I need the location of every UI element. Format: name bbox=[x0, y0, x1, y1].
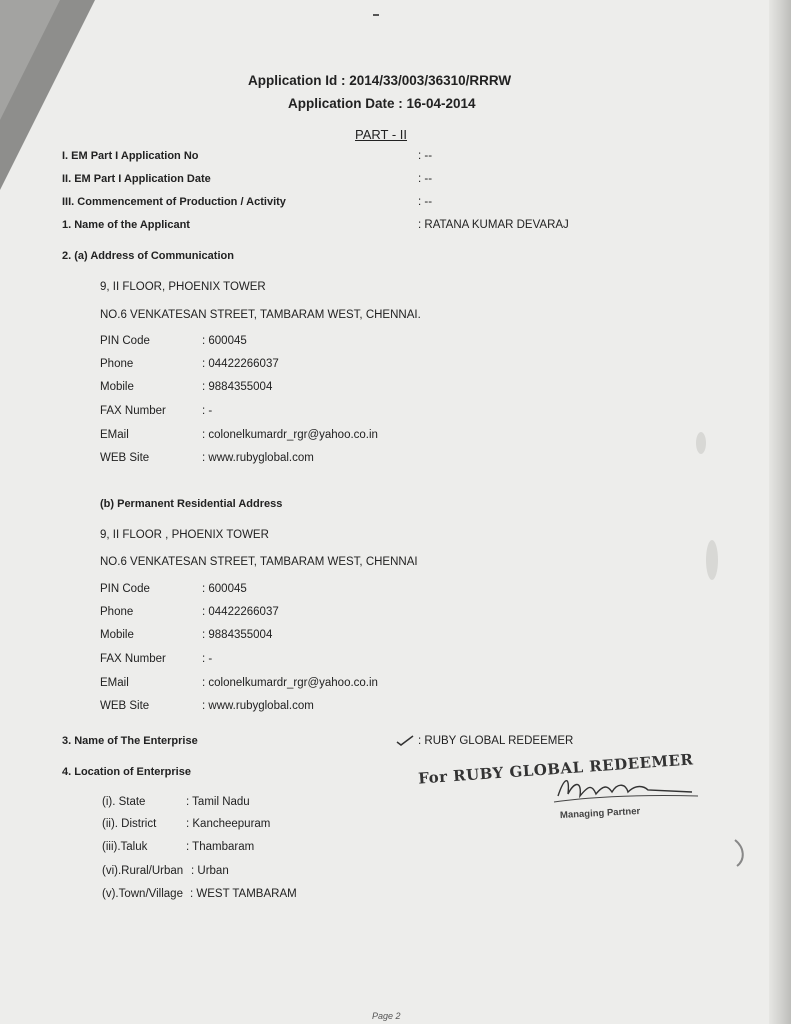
comm-email-label: EMail bbox=[100, 429, 129, 441]
rural-urban-label: (vi).Rural/Urban bbox=[102, 865, 184, 877]
comm-pin-value: : 600045 bbox=[202, 335, 247, 347]
town-village-label: (v).Town/Village bbox=[102, 888, 183, 900]
smudge bbox=[706, 540, 718, 580]
taluk-value: : Thambaram bbox=[186, 841, 255, 853]
smudge bbox=[696, 432, 706, 454]
comm-web-label: WEB Site bbox=[100, 452, 150, 464]
folded-corner bbox=[0, 0, 100, 200]
district-value: : Kancheepuram bbox=[186, 818, 271, 830]
application-id: Application Id : 2014/33/003/36310/RRRW bbox=[248, 73, 512, 88]
comm-mobile-value: : 9884355004 bbox=[202, 381, 273, 393]
comm-web-value: : www.rubyglobal.com bbox=[202, 452, 314, 464]
comm-phone-value: : 04422266037 bbox=[202, 358, 279, 370]
town-village-value: : WEST TAMBARAM bbox=[190, 888, 297, 900]
comm-mobile-label: Mobile bbox=[100, 381, 134, 393]
state-label: (i). State bbox=[102, 796, 146, 808]
commencement-value: : -- bbox=[418, 196, 433, 208]
communication-address-label: 2. (a) Address of Communication bbox=[62, 250, 234, 262]
managing-partner-stamp: Managing Partner bbox=[559, 805, 641, 822]
res-mobile-value: : 9884355004 bbox=[202, 629, 273, 641]
application-date: Application Date : 16-04-2014 bbox=[288, 96, 476, 111]
res-mobile-label: Mobile bbox=[100, 629, 134, 641]
res-fax-label: FAX Number bbox=[100, 653, 166, 665]
location-label: 4. Location of Enterprise bbox=[62, 766, 191, 778]
res-phone-value: : 04422266037 bbox=[202, 606, 279, 618]
res-pin-value: : 600045 bbox=[202, 583, 247, 595]
punch-mark bbox=[373, 14, 379, 16]
comm-fax-value: : - bbox=[202, 405, 213, 417]
em-application-no-label: I. EM Part I Application No bbox=[62, 150, 199, 162]
communication-address-line2: NO.6 VENKATESAN STREET, TAMBARAM WEST, CHENNAI. bbox=[100, 309, 421, 321]
page-edge-shadow bbox=[769, 0, 791, 1024]
signature bbox=[552, 772, 702, 808]
res-email-value: : colonelkumardr_rgr@yahoo.co.in bbox=[202, 677, 378, 689]
applicant-label: 1. Name of the Applicant bbox=[62, 219, 190, 231]
res-email-label: EMail bbox=[100, 677, 129, 689]
res-web-label: WEB Site bbox=[100, 700, 150, 712]
commencement-label: III. Commencement of Production / Activity bbox=[62, 196, 286, 208]
residential-address-line2: NO.6 VENKATESAN STREET, TAMBARAM WEST, CHENNAI bbox=[100, 556, 418, 568]
enterprise-name-value: : RUBY GLOBAL REDEEMER bbox=[418, 735, 574, 747]
residential-address-line1: 9, II FLOOR , PHOENIX TOWER bbox=[100, 529, 269, 541]
applicant-value: : RATANA KUMAR DEVARAJ bbox=[418, 219, 569, 231]
res-web-value: : www.rubyglobal.com bbox=[202, 700, 314, 712]
state-value: : Tamil Nadu bbox=[186, 796, 250, 808]
comm-email-value: : colonelkumardr_rgr@yahoo.co.in bbox=[202, 429, 378, 441]
comm-fax-label: FAX Number bbox=[100, 405, 166, 417]
page-number: Page 2 bbox=[372, 1011, 401, 1021]
comm-phone-label: Phone bbox=[100, 358, 134, 370]
res-phone-label: Phone bbox=[100, 606, 134, 618]
part-heading: PART - II bbox=[355, 127, 408, 142]
district-label: (ii). District bbox=[102, 818, 157, 830]
residential-address-label: (b) Permanent Residential Address bbox=[100, 498, 283, 510]
em-application-date-value: : -- bbox=[418, 173, 433, 185]
stray-mark bbox=[733, 838, 747, 868]
taluk-label: (iii).Taluk bbox=[102, 841, 148, 853]
res-fax-value: : - bbox=[202, 653, 213, 665]
comm-pin-label: PIN Code bbox=[100, 335, 150, 347]
em-application-date-label: II. EM Part I Application Date bbox=[62, 173, 211, 185]
em-application-no-value: : -- bbox=[418, 150, 433, 162]
checkmark-icon bbox=[396, 734, 414, 746]
communication-address-line1: 9, II FLOOR, PHOENIX TOWER bbox=[100, 281, 266, 293]
enterprise-name-label: 3. Name of The Enterprise bbox=[62, 735, 198, 747]
res-pin-label: PIN Code bbox=[100, 583, 150, 595]
company-stamp: For RUBY GLOBAL REDEEMER bbox=[417, 750, 694, 788]
rural-urban-value: : Urban bbox=[191, 865, 229, 877]
